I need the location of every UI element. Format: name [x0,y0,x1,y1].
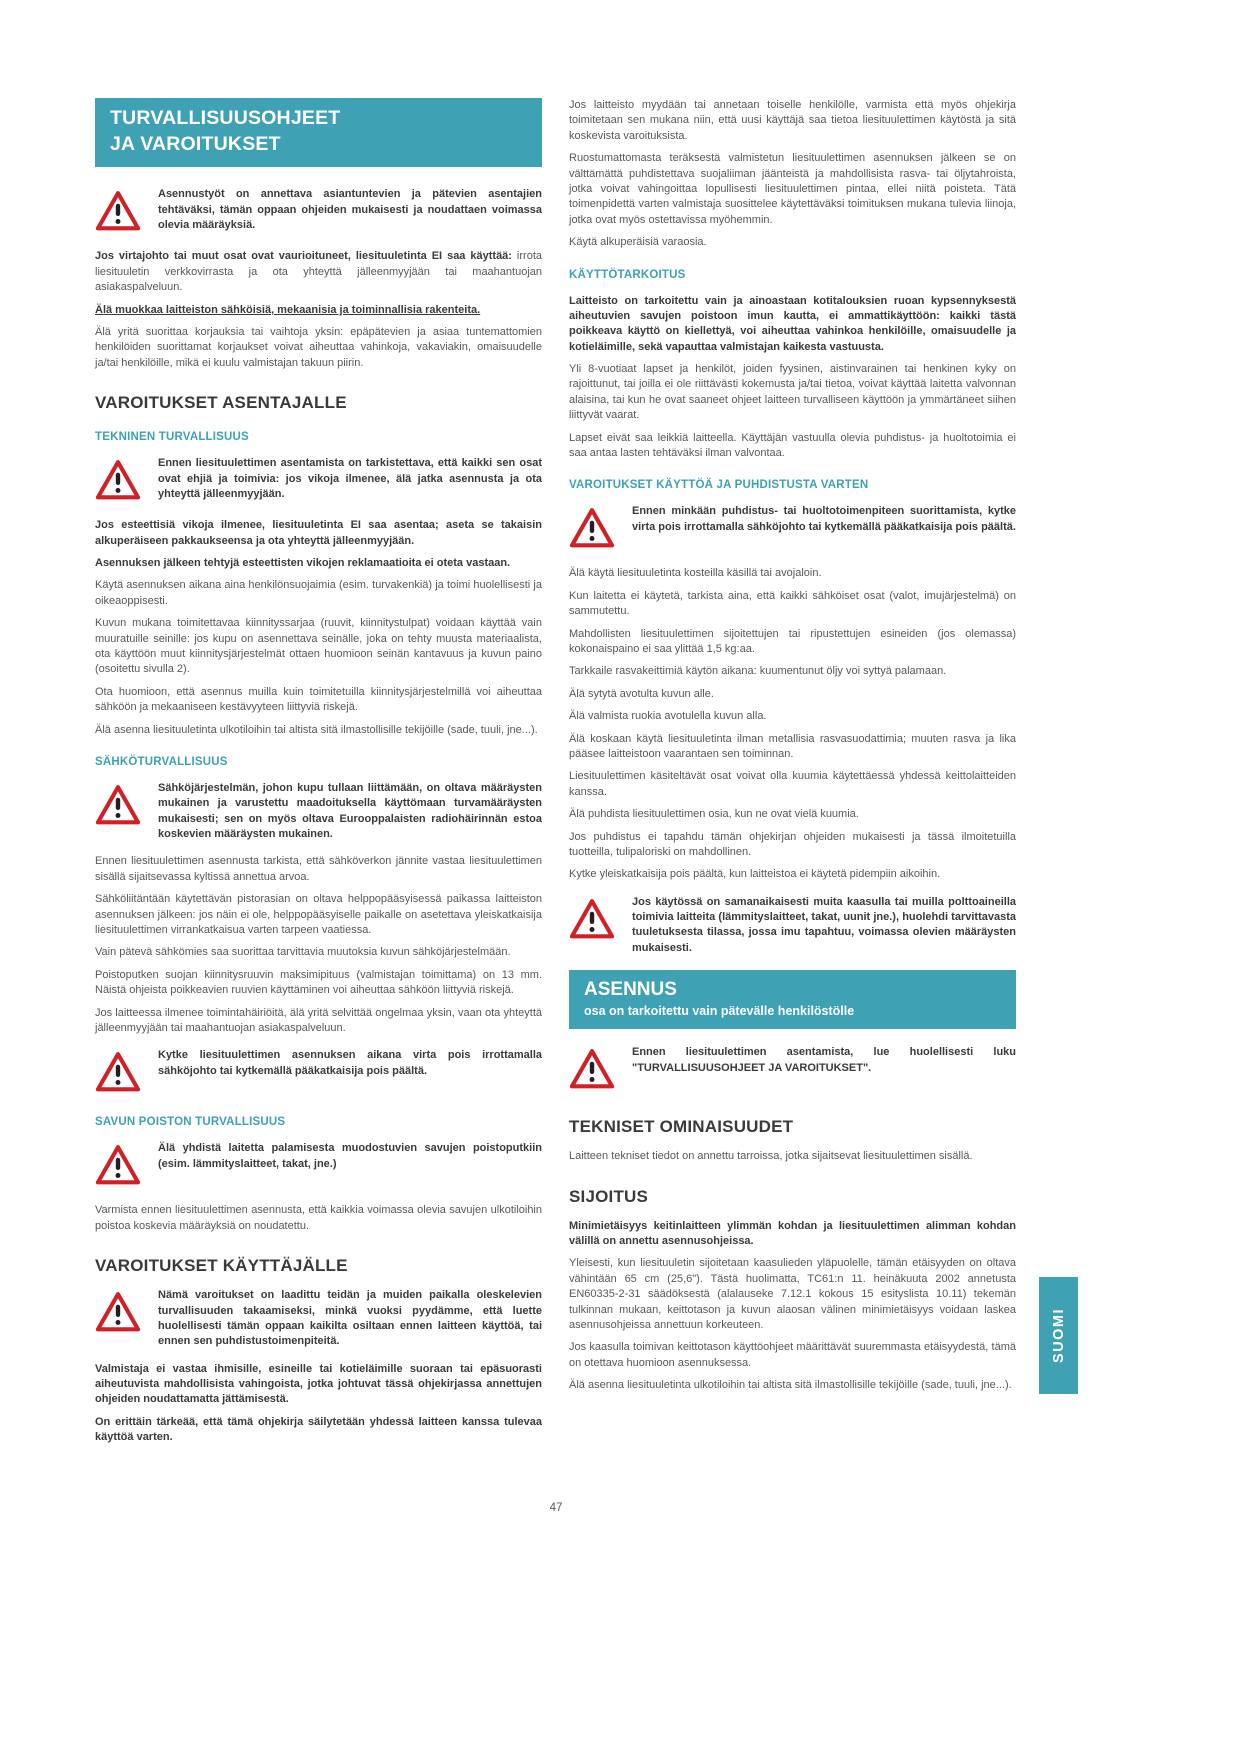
paragraph-bold: On erittäin tärkeää, että tämä ohjekirja säilytetään yhdessä laitteen kanssa tulevaa käyttöä varten. [95,1415,542,1444]
paragraph: Mahdollisten liesituulettimen sijoitettujen tai ripustettujen esineiden (jos olemassa) kokonaispaino ei saa ylittää 1,5 kg:aa. [569,627,1016,655]
paragraph-bold: Jos esteettisiä vikoja ilmenee, liesituuletinta EI saa asentaa; aseta se takaisin alkuperäiseen pakkaukseensa ja ota yhteyttä jälleenmyyjään. [95,519,542,547]
page-number: 47 [549,1502,563,1514]
document-title-line: TURVALLISUUSOHJEET [110,107,341,129]
paragraph: Älä valmista ruokia avotulella kuvun alla. [569,710,767,723]
section-heading: VAROITUKSET KÄYTTÄJÄLLE [95,1256,348,1276]
paragraph: Jos kaasulla toimivan keittotason käyttöohjeet määrittävät suuremmasta etäisyydestä, tämä on otettava huomioon asennuksessa. [569,1341,1016,1369]
document-title-line: JA VAROITUKSET [110,132,281,155]
installation-section-box [569,970,1016,1029]
paragraph: Älä yritä suorittaa korjauksia tai vaihtoja yksin: epäpätevien ja asiaa tuntemattomien henkilöiden suorittamat korjaukset voivat aiheuttaa vahinkoja, vakaviakin, omaisuudelle ja/tai henkilöille, mikä ei kuulu valmistajan takuun piirin. [95,326,542,369]
paragraph-bold: Minimietäisyys keitinlaitteen ylimmän kohdan ja liesituulettimen alimman kohdan välillä on annettu asennusohjeissa. [569,1219,1016,1248]
paragraph: Kytke yleiskatkaisija pois päältä, kun laitteistoa ei käytetä pidempiin aikoihin. [569,868,941,881]
paragraph-bold: Valmistaja ei vastaa ihmisille, esineille tai kotieläimille suoraan tai epäsuorasti aiheutuvista mahdollisista vahingoista, jotka johtuvat tässä ohjekirjassa annettujen ohjeiden noudattamatta jättämisestä. [95,1362,542,1406]
paragraph: Sähköliitäntään käytettävän pistorasian on oltava helppopääsyisessä paikassa laitteiston asennuksen jälkeen: jos näin ei ole, helppopääsyiselle paikalle on asetettava yleiskatkaisija liesituulettimen virrankatkaisua varten tarpeen vaatiessa. [95,893,542,937]
paragraph: Kun laitetta ei käytetä, tarkista aina, että kaikki sähköiset osat (valot, imujärjestelmä) on sammutettu. [569,589,1016,618]
warning-text: Jos käytössä on samanaikaisesti muita kaasulla tai muilla polttoaineilla toimivia laitteita (lämmityslaitteet, takat, uunit jne.), huolehdi tarvittavasta tuuletuksesta tilassa, jossa imu tapahtuu, voimassa olevien määräysten mukaisesti. [632,895,1016,954]
warning-block [569,895,1016,957]
paragraph: Poistoputken suojan kiinnitysruuvin maksimipituus (valmistajan toimittama) on 13 mm. Näistä ohjeista poikkeavien ruuvien käyttäminen voi aiheuttaa sähköön liittyviä riskejä. [95,968,542,997]
paragraph: Ota huomioon, että asennus muilla kuin toimitetuilla kiinnitysjärjestelmillä voi aiheuttaa sähköön ja mekaaniseen kestävyyteen liittyviä riskejä. [95,685,542,714]
content-columns [95,98,1017,1453]
warning-text: Ennen minkään puhdistus- tai huoltotoimenpiteen suorittamista, kytke virta pois irrottamalla sähköjohto tai kytkemällä pääkatkaisija pois päältä. [632,505,1016,533]
paragraph: Älä puhdista liesituulettimen osia, kun ne ovat vielä kuumia. [569,808,859,821]
document-title-box [95,98,542,167]
section-heading: VAROITUKSET ASENTAJALLE [95,393,347,413]
sub-heading: TEKNINEN TURVALLISUUS [95,431,249,444]
sub-heading: KÄYTTÖTARKOITUS [569,268,686,281]
warning-block [95,456,542,506]
paragraph: Jos puhdistus ei tapahdu tämän ohjekirjan ohjeiden mukaisesti ja tässä ilmoitetuilla tuotteilla, tulipaloriski on mahdollinen. [569,830,1016,858]
warning-text: Ennen liesituulettimen asentamista on tarkistettava, että kaikki sen osat ovat ehjiä ja toimivia: jos vikoja ilmenee, älä jatka asennusta ja ota yhteyttä jälleenmyyjään. [158,457,542,500]
warning-block [95,187,542,237]
paragraph: Älä sytytä avotulta kuvun alle. [569,687,714,700]
warning-text: Asennustyöt on annettava asiantuntevien ja pätevien asentajien tehtäväksi, tämän oppaan ohjeiden mukaisesti ja noudattaen voimassa olevia määräyksiä. [158,188,542,232]
warning-triangle-icon [95,1288,141,1350]
paragraph: Laitteen tekniset tiedot on annettu tarroissa, jotka sijaitsevat liesituulettimen sisällä. [569,1150,973,1163]
section-box-title: ASENNUS [584,979,677,1001]
paragraph-rest: irrota liesituuletin verkkovirrasta ja ota yhteyttä jälleenmyyjään tai maahantuojan asiakaspalveluun. [95,250,542,294]
section-box-subtitle: osa on tarkoitettu vain pätevälle henkilöstölle [584,1003,855,1018]
warning-triangle-icon [569,895,615,957]
warning-triangle-icon [95,781,141,843]
warning-triangle-icon [95,187,141,237]
paragraph-bold: Laitteisto on tarkoitettu vain ja ainoastaan kotitalouksien ruoan kypsennyksestä aiheutuvien savujen poistoon imun kautta, ei ammattikäyttöön: kaikki tästä poikkeava käyttö on kiellettyä, voi aiheuttaa vahinkoa henkilöille, omaisuudelle ja kotieläimille, sekä vapauttaa valmistajan kaikesta vastuusta. [569,294,1016,353]
warning-text: Sähköjärjestelmän, johon kupu tullaan liittämään, on oltava määräysten mukainen ja varustettu maadoituksella käyttömaan turvamääräysten mukaisesti; sen on myös oltava Eurooppalaisten radiohäirinnän estoa koskevien määräysten mukainen. [158,781,542,841]
paragraph-bold: Asennuksen jälkeen tehtyjä esteettisten vikojen reklamaatioita ei oteta vastaan. [95,556,511,569]
warning-block [569,1045,1016,1095]
paragraph: Jos laitteessa ilmenee toimintahäiriöitä, älä yritä selvittää ongelmaa yksin, vaan ota yhteyttä jälleenmyyjään tai maahantuojan asiakaspalveluun. [95,1006,542,1034]
language-tab [1039,1277,1078,1394]
paragraph: Älä asenna liesituuletinta ulkotiloihin tai altista sitä ilmastollisille tekijöille (sade, tuuli, jne...). [569,1379,1012,1392]
paragraph: Yli 8-vuotiaat lapset ja henkilöt, joiden fyysinen, aistinvarainen tai henkinen kyky on rajoittunut, tai joilla ei ole riittävästi kokemusta ja/tai tietoa, voivat käyttää laitetta valvonnan alaisina, tai kun he ovat saaneet ohjeet laitteen turvalliseen käyttöön ja ymmärtäneet siihen liittyvät vaarat. [569,363,1016,422]
paragraph-mixed [95,249,542,295]
paragraph: Ennen liesituulettimen asennusta tarkista, että sähköverkon jännite vastaa liesituulettimen sisällä sijaitsevassa kyltissä annettua arvoa. [95,855,542,883]
paragraph: Älä koskaan käytä liesituuletinta ilman metallisia rasvasuodattimia; muuten rasva ja lika pääsee laitteistoon vaarantaen sen toiminnan. [569,732,1016,760]
warning-block [569,504,1016,554]
paragraph: Lapset eivät saa leikkiä laitteella. Käyttäjän vastuulla olevia puhdistus- ja huoltotoimia ei saa antaa lasten tehtäväksi ilman valvontaa. [569,431,1016,460]
paragraph: Tarkkaile rasvakeittimiä käytön aikana: kuumentunut öljy voi syttyä palamaan. [569,665,947,678]
language-tab-label: SUOMI [1050,1307,1067,1364]
paragraph-bold-lead: Jos virtajohto tai muut osat ovat vaurioituneet, liesituuletinta EI saa käyttää: [95,250,512,263]
warning-text: Nämä varoitukset on laadittu teidän ja muiden paikalla oleskelevien turvallisuuden takaamiseksi, minkä vuoksi pyydämme, että luette huolellisesti tämän oppaan kaikilta osiltaan ennen laitteen käyttöä, tai ennen sen puhdistustoimenpiteitä. [158,1289,542,1348]
warning-text: Kytke liesituulettimen asennuksen aikana virta pois irrottamalla sähköjohto tai kytkemällä pääkatkaisija pois päältä. [158,1049,542,1077]
warning-triangle-icon [95,1141,141,1191]
left-column [95,98,542,1453]
warning-block [95,781,542,843]
warning-triangle-icon [95,456,141,506]
paragraph: Ruostumattomasta teräksestä valmistetun liesituulettimen asennuksen jälkeen se on välttämättä puhdistettava suojaliiman jäänteistä ja mahdollisista rasva- tai öljytahroista, jotka voivat vahingoittaa lopullisesti liesituulettimen pintaa, ellei niitä poisteta. Tätä toimenpidettä varten valmistaja suosittelee käytettäväksi toimituksen mukana tulevia liinoja, jotka ovat myös ostettavissa myöhemmin. [569,152,1016,226]
paragraph: Kuvun mukana toimitettavaa kiinnityssarjaa (ruuvit, kiinnitystulpat) voidaan käyttää vain muuratuille seinille: jos kupu on asennettava seinälle, joka on tehty muusta materiaalista, ota käyttöön muut kiinnitysjärjestelmät ottaen huomioon seinän kantavuus ja kuvun paino (osoitettu sivulla 2). [95,617,542,676]
warning-triangle-icon [95,1048,141,1098]
warning-triangle-icon [569,1045,615,1095]
paragraph: Yleisesti, kun liesituuletin sijoitetaan kaasulieden yläpuolelle, tämän etäisyyden on oltava vähintään 65 cm (25,6"). Tästä huolimatta, TC61:n 11. heinäkuuta 2002 annetusta EN60335-2-31 säädöksestä (alalauseke 7.12.1 kokous 15 esityslista 10.11) tekemän tulkinnan mukaan, keittotason ja kuvun alaosan välinen minimietäisyys voidaan laskea asennusohjeissa annettuun korkeuteen. [569,1257,1016,1331]
warning-block [95,1288,542,1350]
warning-triangle-icon [569,504,615,554]
paragraph: Käytä asennuksen aikana aina henkilönsuojaimia (esim. turvakenkiä) ja toimi huolellisesti ja oikeaoppisesti. [95,579,542,607]
paragraph: Jos laitteisto myydään tai annetaan toiselle henkilölle, varmista että myös ohjekirja toimitetaan sen mukana niin, että uusi käyttäjä saa tietoa liesituulettimen käytöstä ja sitä koskevista varoituksista. [569,99,1016,142]
warning-block [95,1141,542,1191]
right-column [569,98,1016,1401]
paragraph: Käytä alkuperäisiä varaosia. [569,236,707,249]
sub-heading: SÄHKÖTURVALLISUUS [95,755,228,768]
warning-text: Ennen liesituulettimen asentamista, lue huolellisesti luku "TURVALLISUUSOHJEET JA VAROITUKSET". [632,1046,1016,1074]
paragraph: Vain pätevä sähkömies saa suorittaa tarvittavia muutoksia kuvun sähköjärjestelmään. [95,946,511,959]
paragraph: Varmista ennen liesituulettimen asennusta, että kaikkia voimassa olevia savujen ulkotiloihin poistoa koskevia määräyksiä on noudatettu. [95,1204,542,1232]
paragraph: Älä asenna liesituuletinta ulkotiloihin tai altista sitä ilmastollisille tekijöille (sade, tuuli, jne...). [95,723,538,736]
section-heading: TEKNISET OMINAISUUDET [569,1117,794,1137]
paragraph-bold-underline: Älä muokkaa laitteiston sähköisiä, mekaanisia ja toiminnallisia rakenteita. [95,303,481,316]
section-heading: SIJOITUS [569,1186,649,1206]
paragraph: Liesituulettimen käsiteltävät osat voivat olla kuumia käytettäessä yhdessä keittolaitteiden kanssa. [569,770,1016,798]
sub-heading: SAVUN POISTON TURVALLISUUS [95,1116,286,1129]
paragraph: Älä käytä liesituuletinta kosteilla käsillä tai avojaloin. [569,567,822,580]
sub-heading: VAROITUKSET KÄYTTÖÄ JA PUHDISTUSTA VARTEN [569,479,869,492]
warning-text: Älä yhdistä laitetta palamisesta muodostuvien savujen poistoputkiin (esim. lämmityslaitteet, takat, jne.) [158,1142,542,1170]
warning-block [95,1048,542,1098]
